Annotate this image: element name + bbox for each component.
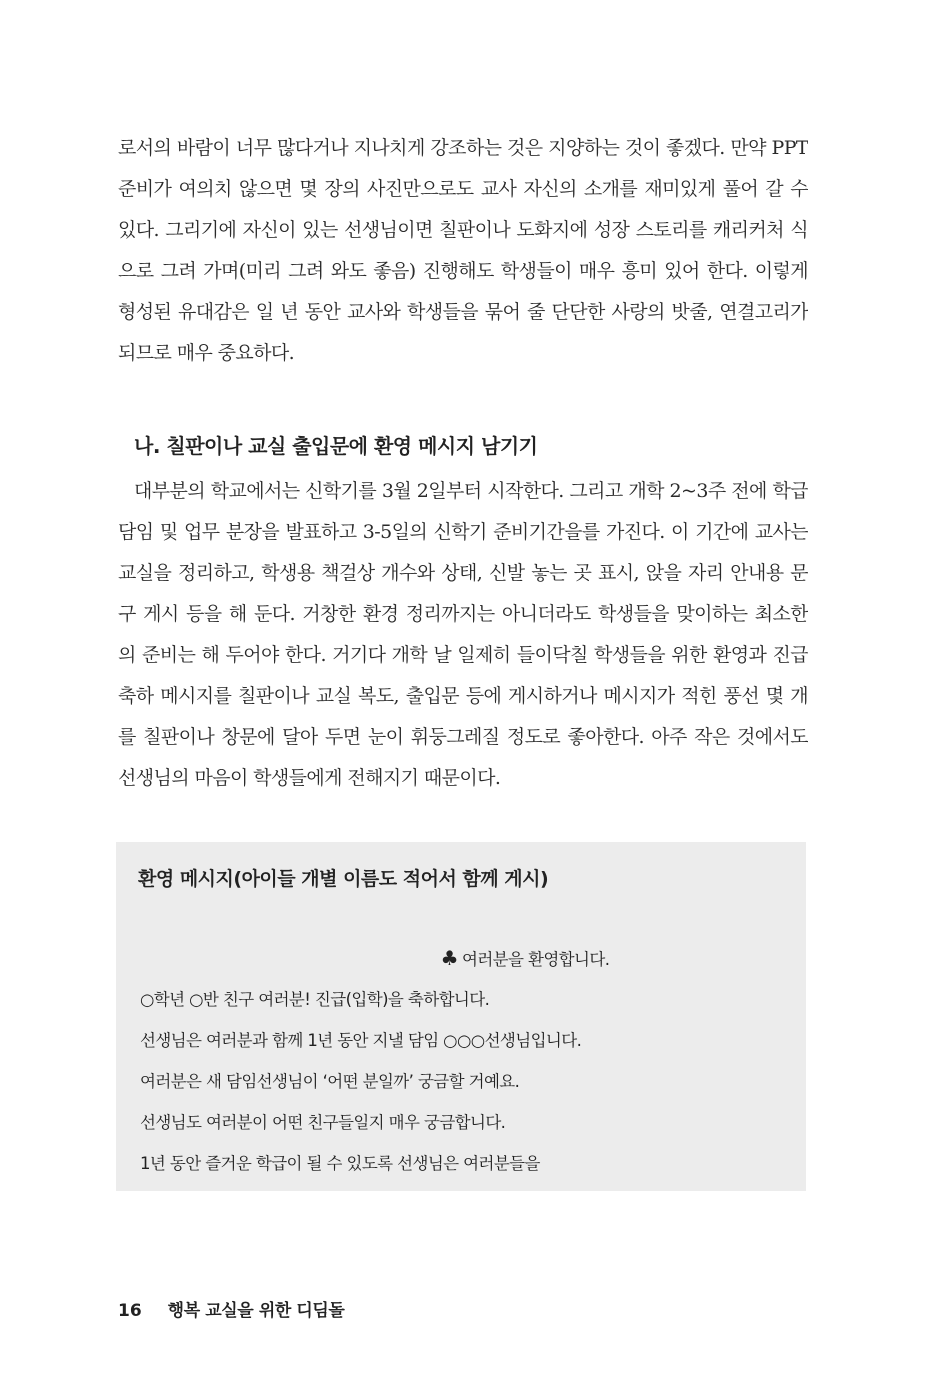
- example-box-title: 환영 메시지(아이들 개별 이름도 적어서 함께 게시): [138, 868, 549, 890]
- paragraph-line: 를 칠판이나 창문에 달아 두면 눈이 휘둥그레질 정도로 좋아한다. 아주 작은 것에서도: [118, 726, 808, 748]
- example-box: [116, 842, 806, 1191]
- paragraph-line: 교실을 정리하고, 학생용 책걸상 개수와 상태, 신발 놓는 곳 표시, 앉을 자리 안내용 문: [118, 562, 808, 584]
- message-line: 여러분은 새 담임선생님이 ‘어떤 분일까’ 궁금할 거예요.: [140, 1072, 520, 1091]
- message-line: 1년 동안 즐거운 학급이 될 수 있도록 선생님은 여러분들을: [140, 1154, 540, 1173]
- greeting-line: [140, 938, 790, 979]
- paragraph-line: 담임 및 업무 분장을 발표하고 3-5일의 신학기 준비기간을를 가진다. 이 기간에 교사는: [118, 521, 808, 543]
- page-number: 16: [118, 1301, 142, 1321]
- example-message: [140, 938, 790, 1184]
- paragraph-line: 축하 메시지를 칠판이나 교실 복도, 출입문 등에 게시하거나 메시지가 적힌 풍선 몇 개: [118, 685, 808, 707]
- message-line: ○학년 ○반 친구 여러분! 진급(입학)을 축하합니다.: [140, 990, 490, 1009]
- book-title: 행복 교실을 위한 디딤돌: [167, 1301, 345, 1321]
- greeting-text: 여러분을 환영합니다.: [462, 950, 610, 969]
- paragraph-line: 의 준비는 해 두어야 한다. 거기다 개학 날 일제히 들이닥칠 학생들을 위한 환영과 진급: [118, 644, 808, 666]
- club-icon: ♣: [440, 946, 458, 970]
- body-paragraph-2: [118, 471, 808, 799]
- message-line: 선생님은 여러분과 함께 1년 동안 지낼 담임 ○○○선생님입니다.: [140, 1031, 582, 1050]
- paragraph-line: 형성된 유대감은 일 년 동안 교사와 학생들을 묶어 줄 단단한 사랑의 밧줄, 연결고리가: [118, 301, 808, 323]
- paragraph-line: 구 게시 등을 해 둔다. 거창한 환경 정리까지는 아니더라도 학생들을 맞이하는 최소한: [118, 603, 808, 625]
- body-paragraph-1: [118, 128, 808, 374]
- paragraph-line: 대부분의 학교에서는 신학기를 3월 2일부터 시작한다. 그리고 개학 2~3주 전에 학급: [134, 480, 808, 502]
- paragraph-line: 되므로 매우 중요하다.: [118, 342, 295, 364]
- message-line: 선생님도 여러분이 어떤 친구들일지 매우 궁금합니다.: [140, 1113, 506, 1132]
- page-footer: [118, 1296, 344, 1321]
- paragraph-line: 으로 그려 가며(미리 그려 와도 좋음) 진행해도 학생들이 매우 흥미 있어 한다. 이렇게: [118, 260, 808, 282]
- section-heading: 나. 칠판이나 교실 출입문에 환영 메시지 남기기: [134, 434, 538, 458]
- paragraph-line: 선생님의 마음이 학생들에게 전해지기 때문이다.: [118, 767, 501, 789]
- paragraph-line: 준비가 여의치 않으면 몇 장의 사진만으로도 교사 자신의 소개를 재미있게 풀어 갈 수: [118, 178, 808, 200]
- paragraph-line: 로서의 바람이 너무 많다거나 지나치게 강조하는 것은 지양하는 것이 좋겠다. 만약 PPT: [118, 137, 808, 159]
- paragraph-line: 있다. 그리기에 자신이 있는 선생님이면 칠판이나 도화지에 성장 스토리를 캐리커처 식: [118, 219, 808, 241]
